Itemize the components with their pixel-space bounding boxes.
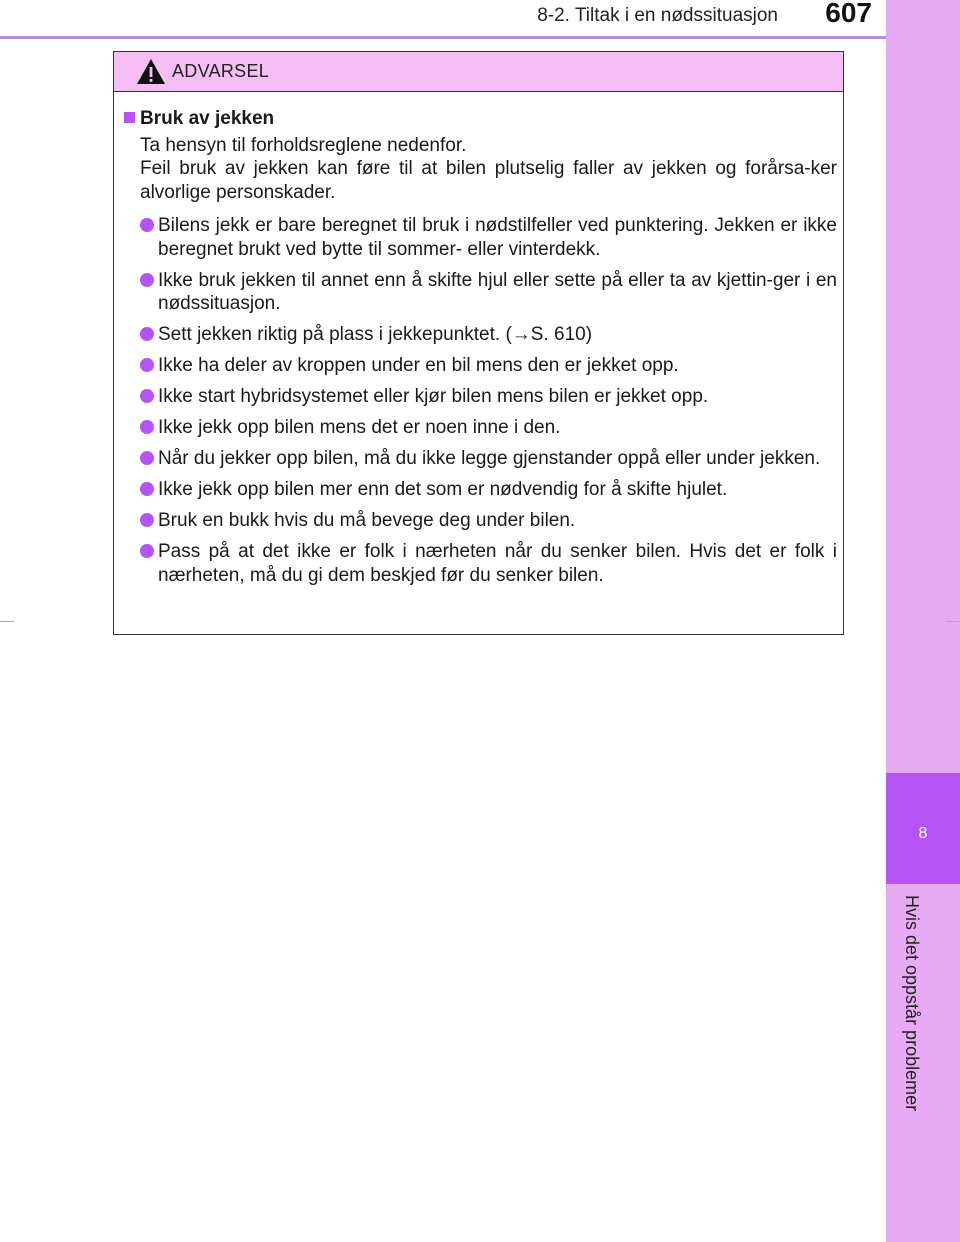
round-bullet-icon (140, 327, 154, 341)
list-item (124, 323, 837, 347)
list-item-text: Ikke bruk jekken til annet enn å skifte hjul eller sette på eller ta av kjettin-ger i en nødssituasjon. (158, 269, 837, 314)
list-item (124, 447, 837, 471)
chapter-title: Hvis det oppstår problemer (902, 895, 922, 1112)
list-item-text: Bilens jekk er bare beregnet til bruk i nødstilfeller ved punktering. Jekken er ikke beregnet brukt ved bytte til sommer- eller vinterdekk. (158, 215, 837, 260)
warning-box (113, 51, 844, 635)
list-item (124, 540, 837, 587)
precaution-list (124, 214, 837, 587)
round-bullet-icon (140, 420, 154, 434)
warning-triangle-icon (136, 58, 166, 85)
list-item-text: Ikke jekk opp bilen mer enn det som er nødvendig for å skifte hjulet. (158, 479, 728, 500)
list-item-text: Ikke start hybridsystemet eller kjør bilen mens bilen er jekket opp. (158, 386, 709, 407)
square-bullet-icon (124, 112, 135, 123)
list-item (124, 416, 837, 440)
round-bullet-icon (140, 358, 154, 372)
list-item-text: Bruk en bukk hvis du må bevege deg under bilen. (158, 510, 576, 531)
list-item (124, 214, 837, 261)
round-bullet-icon (140, 513, 154, 527)
section-title: 8-2. Tiltak i en nødssituasjon (537, 5, 778, 26)
round-bullet-icon (140, 544, 154, 558)
warning-body (114, 92, 843, 587)
list-item (124, 354, 837, 378)
list-item-text: Ikke ha deler av kroppen under en bil mens den er jekket opp. (158, 355, 679, 376)
warning-intro-line: Feil bruk av jekken kan føre til at bilen plutselig faller av jekken og forårsa-ker alvorlige personskader. (140, 158, 837, 203)
warning-intro-line: Ta hensyn til forholdsreglene nedenfor. (140, 134, 467, 156)
warning-section-title (124, 107, 837, 131)
list-item-text: Sett jekken riktig på plass i jekkepunktet. (→S. 610) (158, 324, 593, 345)
crop-mark-left (0, 621, 14, 622)
warning-label: ADVARSEL (172, 61, 270, 81)
round-bullet-icon (140, 482, 154, 496)
list-item-text: Pass på at det ikke er folk i nærheten når du senker bilen. Hvis det er folk i nærheten, må du gi dem beskjed før du senker bilen. (158, 541, 837, 586)
warning-header (114, 52, 843, 92)
chapter-number: 8 (918, 825, 928, 842)
chapter-number-block (886, 773, 960, 884)
round-bullet-icon (140, 389, 154, 403)
list-item (124, 478, 837, 502)
list-item-text: Når du jekker opp bilen, må du ikke legge gjenstander oppå eller under jekken. (158, 448, 821, 469)
round-bullet-icon (140, 273, 154, 287)
page-header (0, 0, 886, 39)
crop-mark-right (946, 621, 960, 622)
round-bullet-icon (140, 451, 154, 465)
list-item (124, 509, 837, 533)
list-item (124, 269, 837, 316)
page-number: 607 (825, 0, 872, 28)
warning-section-title-text: Bruk av jekken (140, 108, 275, 129)
round-bullet-icon (140, 218, 154, 232)
list-item (124, 385, 837, 409)
list-item-text: Ikke jekk opp bilen mens det er noen inne i den. (158, 417, 561, 438)
